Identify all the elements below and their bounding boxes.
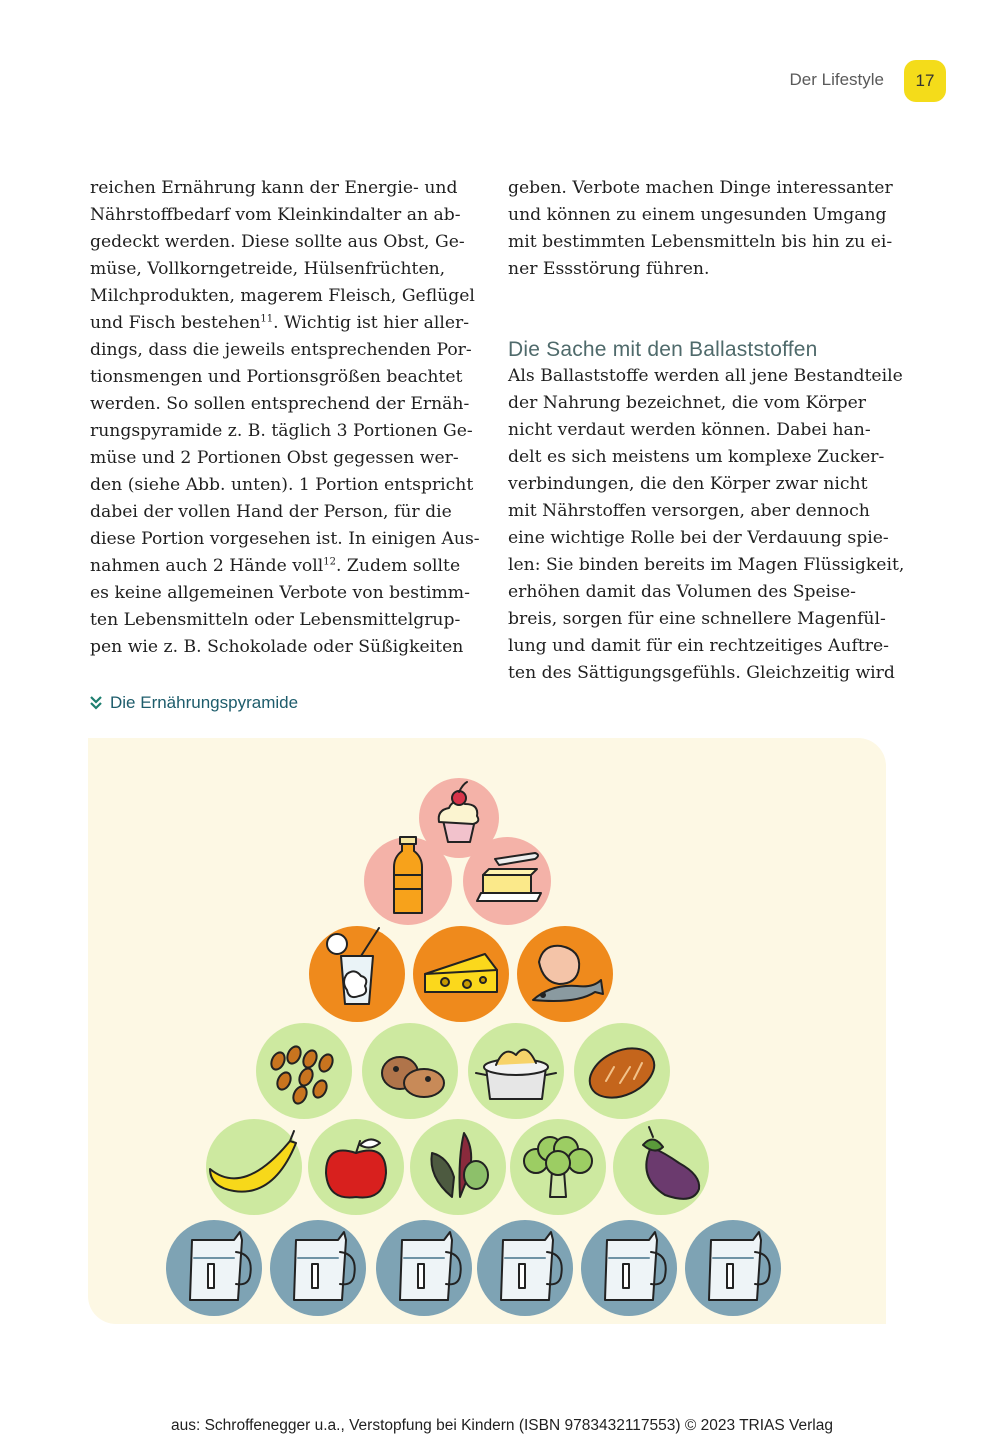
fruit-vegetables-circle — [410, 1119, 506, 1215]
text-line: und können zu einem ungesunden Umgang — [508, 205, 887, 225]
text-line: mit bestimmten Lebensmitteln bis hin zu ei- — [508, 232, 893, 252]
text-line: len: Sie binden bereits im Magen Flüssigkeit, — [508, 555, 905, 575]
text-fragment: . Zudem sollte — [336, 556, 461, 576]
text-line: Nährstoffbedarf vom Kleinkindalter an ab- — [90, 205, 461, 225]
text-line: ner Essstörung führen. — [508, 259, 710, 279]
double-chevron-down-icon — [88, 695, 104, 711]
text-line: verbindungen, die den Körper zwar nicht — [508, 474, 868, 494]
text-line: breis, sorgen für eine schnellere Magenfül- — [508, 609, 886, 629]
text-line: werden. So sollen entsprechend der Ernäh- — [90, 394, 470, 414]
text-line: erhöhen damit das Volumen des Speise- — [508, 582, 856, 602]
text-fragment: nahmen auch 2 Hände voll — [90, 556, 324, 576]
text-line: diese Portion vorgesehen ist. In einigen Aus- — [90, 529, 480, 549]
text-line: ten Lebensmitteln oder Lebensmittelgrup- — [90, 610, 461, 630]
right-text-column — [508, 175, 905, 687]
footnote-11: 11 — [260, 313, 274, 325]
running-header-section: Der Lifestyle — [789, 70, 884, 89]
text-line: tionsmengen und Portionsgrößen beachtet — [90, 367, 463, 387]
fruit-vegetables-circle — [206, 1119, 302, 1215]
text-line: ten des Sättigungsgefühls. Gleichzeitig wird — [508, 663, 895, 683]
text-fragment: und Fisch bestehen — [90, 313, 261, 333]
text-line: Als Ballaststoffe werden all jene Bestandteile — [508, 366, 903, 386]
text-line: der Nahrung bezeichnet, die vom Körper — [508, 393, 866, 413]
text-line-with-footnote — [90, 310, 470, 337]
text-line: Milchprodukten, magerem Fleisch, Geflügel — [90, 286, 475, 306]
text-line: dabei der vollen Hand der Person, für die — [90, 502, 452, 522]
text-line: rungspyramide z. B. täglich 3 Portionen Ge- — [90, 421, 473, 441]
text-line: reichen Ernährung kann der Energie- und — [90, 178, 458, 198]
text-line: delt es sich meistens um komplexe Zucker- — [508, 447, 885, 467]
text-line: es keine allgemeinen Verbote von bestimm- — [90, 583, 470, 603]
text-line: den (siehe Abb. unten). 1 Portion entspricht — [90, 475, 474, 495]
section-heading: Die Sache mit den Ballaststoffen — [508, 338, 818, 361]
text-line: dings, dass die jeweils entsprechenden Por- — [90, 340, 472, 360]
page-number-badge: 17 — [904, 60, 946, 102]
text-line: geben. Verbote machen Dinge interessanter — [508, 178, 893, 198]
text-line: eine wichtige Rolle bei der Verdauung spie- — [508, 528, 889, 548]
food-pyramid-figure — [88, 738, 886, 1324]
text-line: pen wie z. B. Schokolade oder Süßigkeiten — [90, 637, 464, 657]
text-line: müse, Vollkorngetreide, Hülsenfrüchten, — [90, 259, 446, 279]
text-line: mit Nährstoffen versorgen, aber dennoch — [508, 501, 870, 521]
text-line: nicht verdaut werden können. Dabei han- — [508, 420, 871, 440]
text-line: lung und damit für ein rechtzeitiges Auftre- — [508, 636, 889, 656]
text-fragment: . Wichtig ist hier aller- — [273, 313, 470, 333]
text-line-with-footnote — [90, 553, 470, 580]
figure-caption — [88, 693, 298, 713]
footer-credit: aus: Schroffenegger u.a., Verstopfung bei Kindern (ISBN 9783432117553) © 2023 TRIAS Verlag — [170, 1417, 833, 1434]
left-text-column — [90, 175, 480, 661]
footnote-12: 12 — [323, 556, 336, 568]
text-line: gedeckt werden. Diese sollte aus Obst, Ge- — [90, 232, 465, 252]
text-line: müse und 2 Portionen Obst gegessen wer- — [90, 448, 459, 468]
food-pyramid-illustration — [88, 738, 886, 1324]
figure-caption-text: Die Ernährungspyramide — [110, 693, 299, 712]
